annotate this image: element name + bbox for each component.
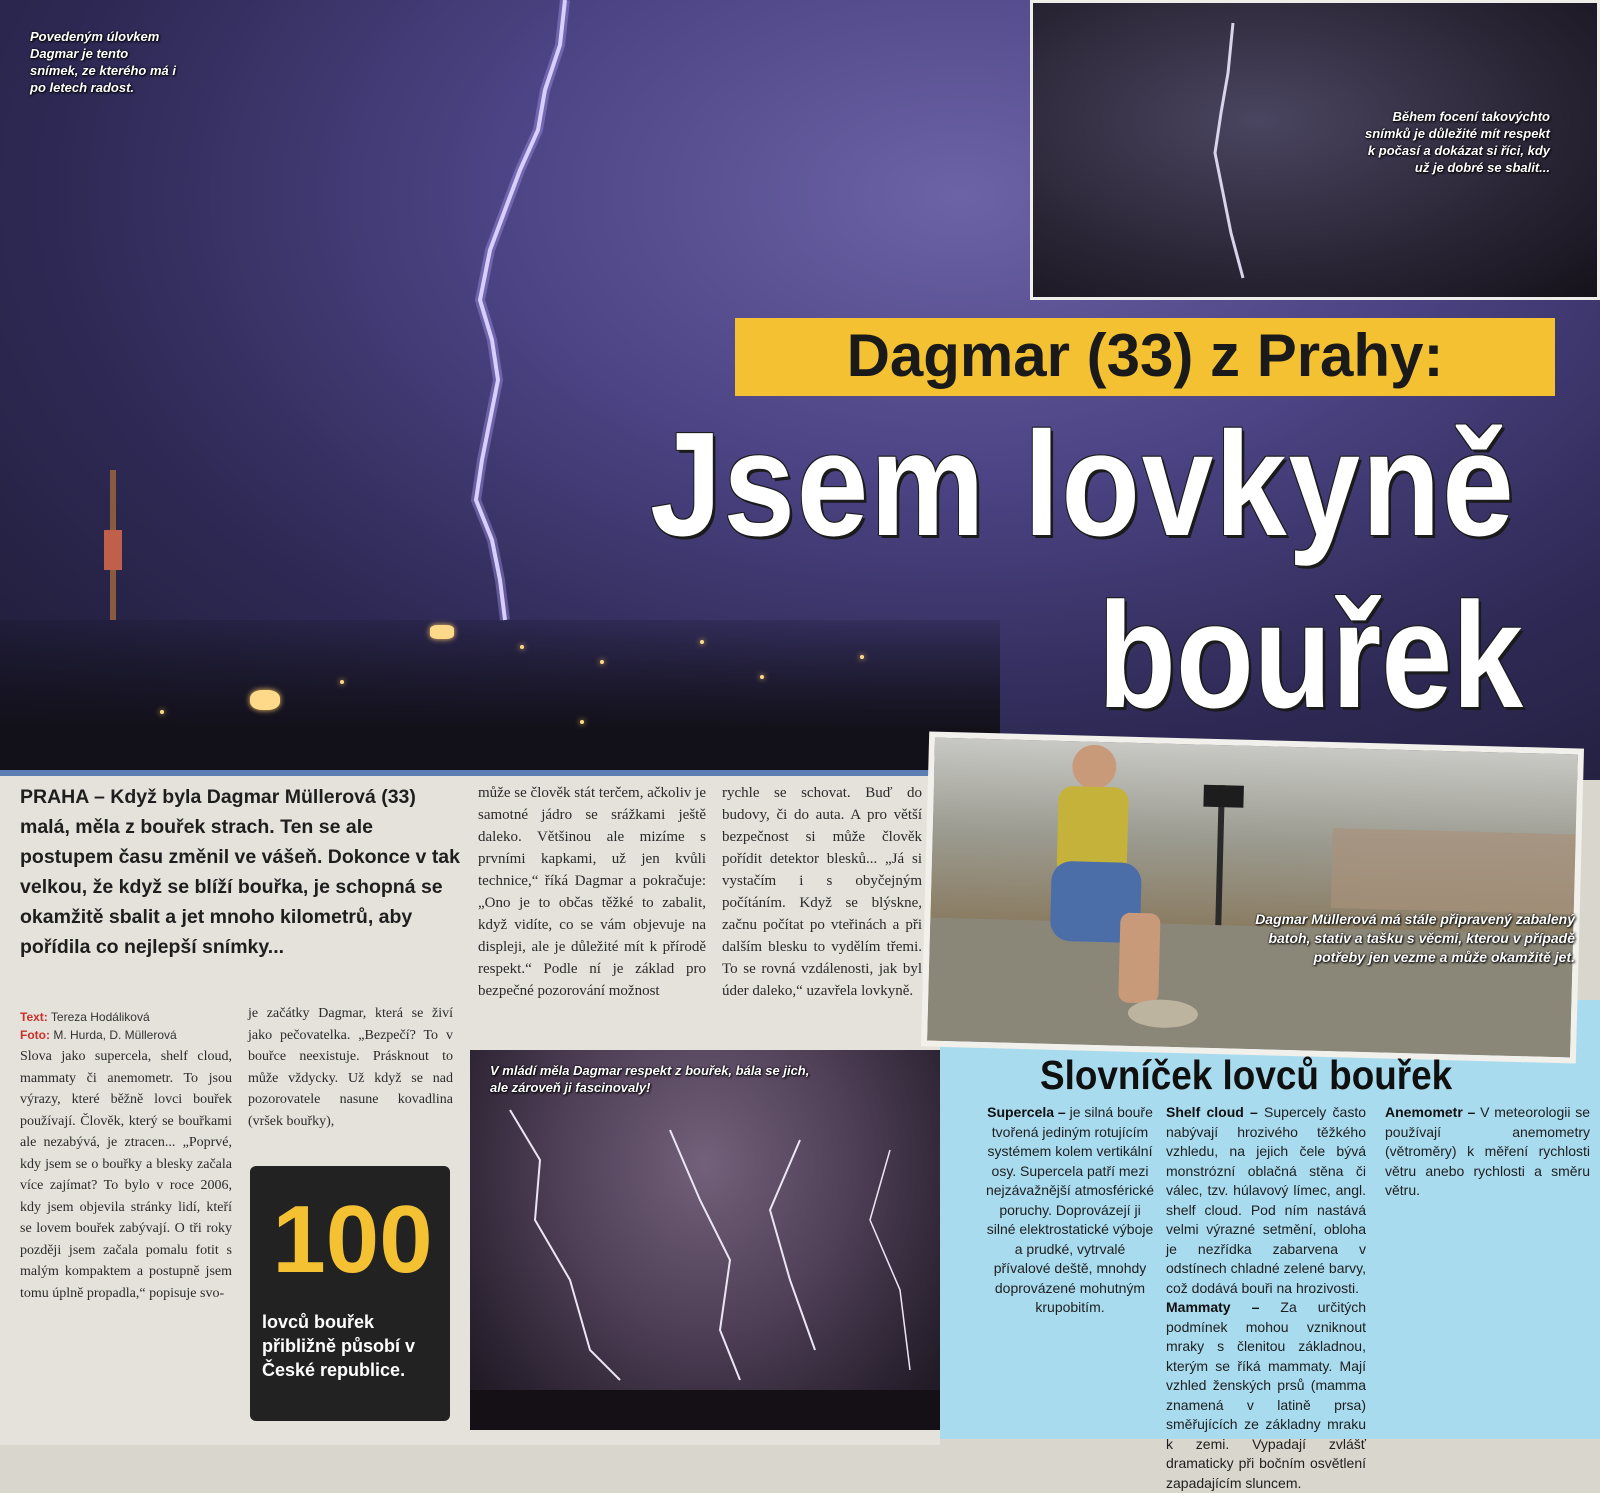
factbox-text: lovců bouřek přibližně působí v České republice. <box>262 1312 416 1380</box>
dictionary-term: Supercela – <box>987 1104 1066 1120</box>
dictionary-definition: je silná bouře tvořená jediným rotujícím systémem kolem vertikální osy. Supercela patří mezi nejzávažnější atmosférické poruchy. Doprovázejí ji silné elektrostatické výboje a prudké, vytrvalé přívalové deště, mnohdy doprovázené mohutným krupobitím. <box>985 1104 1155 1315</box>
dictionary-entry-shelf-cloud <box>1166 1103 1366 1298</box>
dictionary-title: Slovníček lovců bouřek <box>1040 1052 1453 1098</box>
dictionary-term: Mammaty – <box>1166 1299 1260 1315</box>
dictionary-definition: V meteorologii se používají anemometry (větroměry) k měření rychlosti větru anebo rychlosti a směru větru. <box>1385 1104 1591 1198</box>
storm-photo <box>470 1050 940 1430</box>
storm-lightning-graphic <box>470 1050 940 1430</box>
text-credit-name: Tereza Hodáliková <box>50 1010 150 1024</box>
photo-credit-label: Foto: <box>20 1028 50 1042</box>
factbox-number: 100 <box>272 1186 433 1293</box>
article-column-1: Slova jako supercela, shelf cloud, mammaty či anemometr. To jsou výrazy, které běžně lovci bouřek používají. Člověk, který se bouřkami ale nezabývá, je ztracen... „Poprvé, kdy jsem se o bouřky a blesky začala více zajímat? To bylo v roce 2006, kdy jsem objevila stránky lidí, kteří se lovem bouřek zabývají. O tři roky později jsem začala pomalu fotit s malým kompaktem a postupně jsem tomu úplně propadla,“ popisuje svo- <box>20 1049 232 1301</box>
portrait-photo <box>921 731 1584 1063</box>
dictionary-entry-mammaty <box>1166 1298 1366 1493</box>
dictionary-term: Anemometr – <box>1385 1104 1476 1120</box>
headline-line-1: Jsem lovkyně <box>650 402 1516 567</box>
storm-photo-caption: V mládí měla Dagmar respekt z bouřek, bála se jich, ale zároveň ji fascinovaly! <box>490 1063 810 1095</box>
article-lead: PRAHA – Když byla Dagmar Müllerová (33) malá, měla z bouřek strach. Ten se ale postupem času změnil ve vášeň. Dokonce v tak velkou, že když se blíží bouřka, je schopná se okamžitě sbalit a jet mnoho kilometrů, aby pořídila co nejlepší snímky... <box>20 786 460 958</box>
inset-photo-caption: Během focení takovýchto snímků je důležité mít respekt k počasí a dokázat si říci, kdy už je dobré se sbalit... <box>1365 109 1550 175</box>
headline-kicker: Dagmar (33) z Prahy: <box>846 322 1444 389</box>
article-credits <box>20 1008 235 1044</box>
dictionary-column-2 <box>1166 1103 1366 1493</box>
article-column-4: rychle se schovat. Buď do budovy, či do auta. A pro větší bezpečnost si může člověk pořídit detektor blesků... „Já si vystačím i s obyčejným počítáním. Když se blýskne, začnu počítat po vteřinách a při dalším blesku to vydělím třemi. To se rovná vzdálenosti, jak byl úder daleko,“ uzavřela lovkyně. <box>722 785 922 999</box>
city-skyline <box>0 620 1000 780</box>
dictionary-term: Shelf cloud – <box>1166 1104 1258 1120</box>
dictionary-entry-anemometr <box>1385 1103 1590 1201</box>
dictionary-entry-supercela <box>985 1103 1155 1318</box>
photo-credit-name: M. Hurda, D. Müllerová <box>53 1028 177 1042</box>
tv-tower-graphic <box>98 470 128 620</box>
article-column-3: může se člověk stát terčem, ačkoliv je samotné jádro se srážkami ještě daleko. Většinou ale mizíme s prvními kapkami, už jen kvůli technice,“ říká Dagmar a pokračuje: „Ono je to občas těžké to zabalit, když vidíte, co se vám objevuje na displeji, ale je důležité mít k přírodě respekt.“ Podle ní je základ pro bezpečné pozorování možnost <box>478 785 706 999</box>
dictionary-column-3 <box>1385 1103 1590 1201</box>
text-credit-label: Text: <box>20 1010 48 1024</box>
dictionary-definition: Za určitých podmínek mohou vzniknout mraky s členitou základnou, kterým se říká mammaty. Mají vzhled ženských prsů (mamma znamená v latině prsa) směřujících ze základny mraku k zemi. Vypadají zvlášť dramaticky při bočním osvětlení zapadajícím sluncem. <box>1166 1299 1366 1491</box>
dictionary-definition: Supercely často nabývají hrozivého těžkého vzhledu, na jejich čele bývá monstrózní oblačná stěna či válec, tzv. húlavový límec, angl. shelf cloud. Pod ním nastává velmi výrazné setmění, obloha je nezřídka zabarvena v odstínech chladné zelené barvy, což dodává bouři na hrozivosti. <box>1166 1104 1366 1296</box>
portrait-photo-caption: Dagmar Müllerová má stále připravený zabalený batoh, stativ a tašku s věcmi, kterou v případě potřeby jen vezme a může okamžitě jet. <box>1255 911 1575 965</box>
headline-line-2: bouřek <box>1098 571 1524 739</box>
portrait-figure-graphic <box>927 738 1578 1058</box>
main-photo-caption: Povedeným úlovkem Dagmar je tento snímek, ze kterého má i po letech radost. <box>30 29 176 95</box>
article-column-2: je začátky Dagmar, která se živí jako pečovatelka. „Bezpečí? To v bouřce neexistuje. Prásknout to může vždycky. Už když se nad pozorovatele nasune kovadlina (vršek bouřky), <box>248 1006 453 1129</box>
